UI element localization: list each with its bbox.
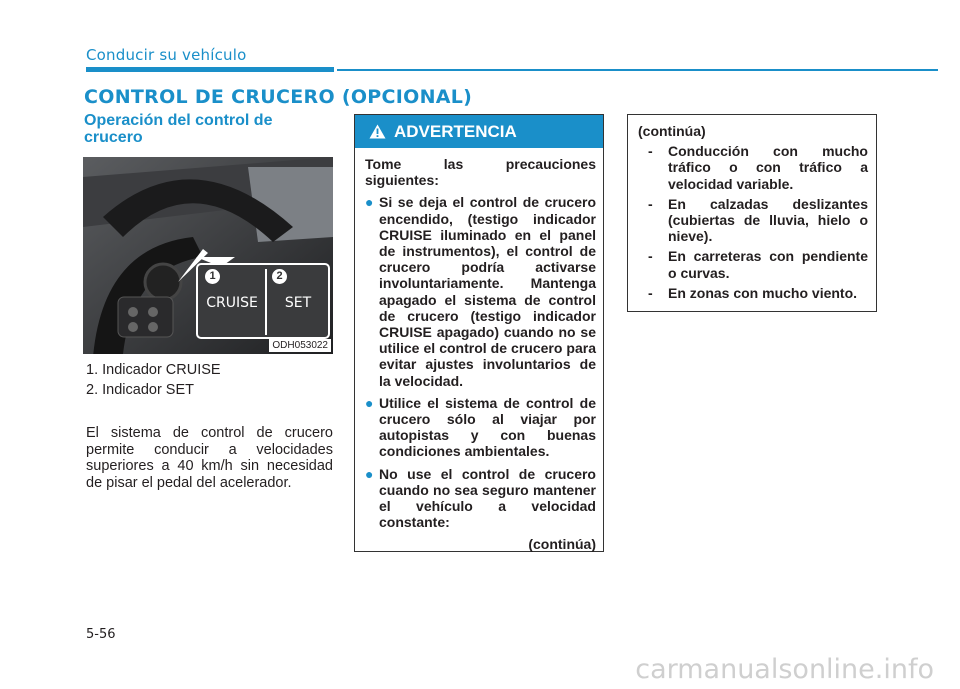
panel-divider [265,269,267,335]
dash-marker: - [648,143,653,160]
header-rule-thick [86,67,334,72]
continuation-item-text: Conducción con mucho tráfico o con tráfico a velocidad variable. [668,143,868,192]
page-number: 5-56 [86,627,116,642]
warning-body [355,148,603,553]
number-2-badge: 2 [272,269,287,284]
section-title: Conducir su vehículo [86,46,247,64]
warning-item [365,395,596,460]
warning-item-text: Utilice el sistema de control de crucero sólo al viajar por autopistas y con buenas condiciones ambientales. [379,394,596,460]
dash-marker: - [648,195,653,212]
warning-item-text: Si se deja el control de crucero encendido, (testigo indicador CRUISE iluminado en el panel de instrumentos), el control de crucero podría activarse involuntariamente. Mantenga apagado el sistema de control de crucero (testigo indicador CRUISE apagado) cuando no se utilice el control de crucero para evitar ajustes involuntarios de la velocidad. [379,194,596,389]
warning-item-text: No use el control de crucero cuando no sea seguro mantener el vehículo a velocidad constante: [379,465,596,531]
indicator-item: 2. Indicador SET [86,382,194,398]
page-title: CONTROL DE CRUCERO (OPCIONAL) [84,86,473,108]
continuation-item [638,143,868,192]
continuation-item [638,285,868,301]
dash-marker: - [648,248,653,265]
indicator-list [86,360,221,400]
continuation-item-text: En zonas con mucho viento. [668,284,858,301]
continuation-item-text: En carreteras con pendiente o curvas. [668,248,868,281]
cruise-indicator-photo [83,157,333,354]
subheading: Operación del control de crucero [84,112,273,146]
bullet-icon: ● [365,465,374,482]
indicator-item: 1. Indicador CRUISE [86,362,221,378]
continuation-heading: (continúa) [638,123,706,139]
warning-item [365,466,596,531]
watermark: carmanualsonline.info [635,654,934,685]
number-1-badge: 1 [205,269,220,284]
continuation-item [638,196,868,245]
continuation-box [627,114,877,312]
dash-marker: - [648,284,653,301]
bullet-icon: ● [365,394,374,411]
warning-intro: Tome las precauciones siguientes: [365,156,596,189]
cruise-indicator-label: CRUISE [206,295,258,311]
image-code: ODH053022 [269,339,331,352]
warning-box [354,114,604,552]
warning-title: ADVERTENCIA [394,121,517,141]
body-paragraph: El sistema de control de crucero permite conducir a velocidades superiores a 40 km/h sin necesidad de pisar el pedal del acelerador. [86,425,333,491]
warning-header [355,115,603,148]
continuation-item-text: En calzadas deslizantes (cubiertas de lluvia, hielo o nieve). [668,195,868,245]
bullet-icon: ● [365,194,374,211]
warning-triangle-icon [369,124,386,139]
indicator-panel [196,263,330,339]
continued-label: (continúa) [528,536,596,553]
header-rule-thin [337,69,938,71]
continuation-item [638,248,868,280]
set-indicator-label: SET [284,295,312,311]
warning-item [365,194,596,388]
